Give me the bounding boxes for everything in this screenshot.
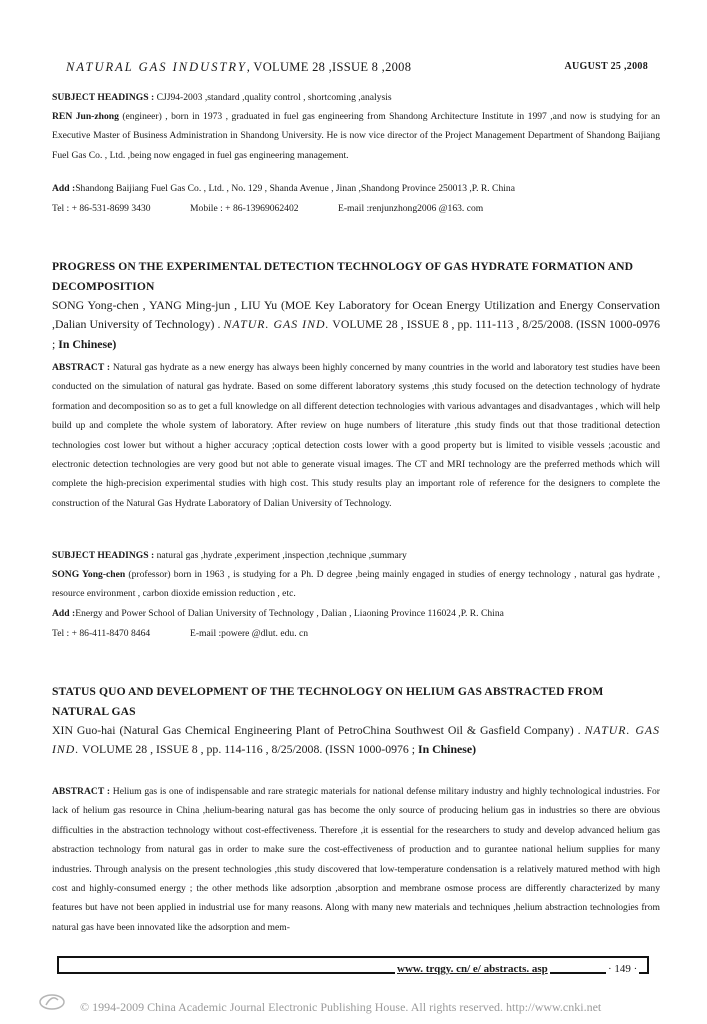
journal-abbr: NATUR. GAS IND. xyxy=(223,317,330,332)
page-number: · 149 · xyxy=(608,963,638,975)
citation: VOLUME 28 , ISSUE 8 , pp. 111-113 , 8/25/2008. (ISSN 1000-0976 ; xyxy=(52,317,660,351)
bio-text: (engineer) , born in 1973 , graduated in fuel gas engineering from Shandong Architecture Institute in 1997 ,and now is studying for an Executive Master of Business Administration in Shandong University. He is now vice director of the Project Management Department of Shandong Baijiang Fuel Gas Co. , Ltd. ,being now engaged in fuel gas engineering management. xyxy=(52,111,661,161)
language: In Chinese) xyxy=(58,336,117,351)
email: E-mail :renjunzhong2006 @163. com xyxy=(338,203,484,214)
add-label: Add : xyxy=(52,608,76,619)
bio-name: SONG Yong-chen xyxy=(52,569,126,580)
abstract-text: Natural gas hydrate as a new energy has always been highly concerned by many countries in the world and laboratory test studies have been conducted on the simulation of natural gas hydrate. Based on some different laboratory systems ,this study focused on the detection technology of hydrate formation and decomposition so as to get a full knowledge on all different detection technologies with various advantages and disadvantages , which will help build up and complete the whole system of laboratory. After review on huge numbers of literature ,this study finds out that those traditional detection technologies cost lower but without a higher accuracy ;optical detection costs lower with a good property but is limited to visible vessels ;acoustic and electronic detection technologies are very good but not able to generate visual images. The CT and MRI technology are the preferred methods which will complete the high-precision experimental studies with high cost. This study results play an important role of reference for the designers to complete the construction of the Natural Gas Hydrate Laboratory of Dalian University of Technology. xyxy=(52,362,660,509)
email: E-mail :powere @dlut. edu. cn xyxy=(190,628,309,639)
abstract-label: ABSTRACT : xyxy=(52,362,111,373)
add-text: Shandong Baijiang Fuel Gas Co. , Ltd. , No. 129 , Shanda Avenue , Jinan ,Shandong Province 250013 ,P. R. China xyxy=(75,183,515,194)
footer-url[interactable]: www. trqgy. cn/ e/ abstracts. asp xyxy=(397,963,548,975)
footer-box xyxy=(57,956,649,974)
running-header xyxy=(66,60,656,75)
article1-abstract xyxy=(52,358,660,513)
issue-date: AUGUST 25 ,2008 xyxy=(564,61,648,72)
article1-title: PROGRESS ON THE EXPERIMENTAL DETECTION TECHNOLOGY OF GAS HYDRATE FORMATION AND DECOMPOSITION xyxy=(52,260,634,293)
authors-text: SONG Yong-chen , YANG Ming-jun , LIU Yu (MOE Key Laboratory for Ocean Energy Utilization and Energy Conservation ,Dalian University of Technology) . xyxy=(52,298,660,332)
add-label: Add : xyxy=(52,183,76,194)
article2-title: STATUS QUO AND DEVELOPMENT OF THE TECHNOLOGY ON HELIUM GAS ABSTRACTED FROM NATURAL GAS xyxy=(52,685,604,718)
cnki-logo-icon xyxy=(38,992,66,1012)
article1-address xyxy=(52,604,660,623)
article2-abstract xyxy=(52,782,660,937)
article1-subject-headings xyxy=(52,546,660,565)
subject-text: natural gas ,hydrate ,experiment ,inspection ,technique ,summary xyxy=(154,550,407,561)
subject-label: SUBJECT HEADINGS : xyxy=(52,550,155,561)
authors-text: XIN Guo-hai (Natural Gas Chemical Engineering Plant of PetroChina Southwest Oil & Gasfield Company) . xyxy=(52,723,585,737)
abstract-label: ABSTRACT : xyxy=(52,786,111,797)
bio-name: REN Jun-zhong xyxy=(52,111,119,122)
article1-author-bio xyxy=(52,565,660,604)
prev-subject-headings xyxy=(52,88,660,107)
prev-address xyxy=(52,179,660,198)
article1-authors xyxy=(52,296,660,354)
journal-name: NATURAL GAS INDUSTRY xyxy=(66,60,247,74)
subject-label: SUBJECT HEADINGS : xyxy=(52,92,155,103)
tel: Tel : + 86-531-8699 3430 xyxy=(52,203,151,214)
mobile: Mobile : + 86-13969062402 xyxy=(190,203,299,214)
abstract-text: Helium gas is one of indispensable and rare strategic materials for national defense military industry and highly technological industries. For lack of helium gas resource in China ,helium-bearing natural gas has become the only source of producing helium gas in industries so there are obvious difficulties in the abstraction technology without cost-effectiveness. Therefore ,it is essential for the researchers to study and develop advanced helium gas abstraction technology from natural gas in order to make sure the cost-effectiveness of production and to gurantee national helium supplies for many industries. Through analysis on the present technologies ,this study discovered that low-temperature condensation is a relatively matured method with high cost and highly-consumed energy ; the other methods like adsorption ,absorption and membrane osmose process are differently characterized by many features but have not been applied in industrial use for many reasons. Along with many new materials and techniques ,helium abstraction technologies from natural gas have been innovated like the adsorption and mem- xyxy=(52,786,660,933)
subject-text: CJJ94-2003 ,standard ,quality control , shortcoming ,analysis xyxy=(154,92,392,103)
article2-authors xyxy=(52,721,660,760)
prev-author-bio xyxy=(52,107,660,165)
bio-text: (professor) born in 1963 , is studying for a Ph. D degree ,being mainly engaged in studies of energy technology , natural gas hydrate , resource environment , carbon dioxide emission reduction , etc. xyxy=(52,569,660,600)
citation: VOLUME 28 , ISSUE 8 , pp. 114-116 , 8/25/2008. (ISSN 1000-0976 ; xyxy=(79,742,418,757)
tel: Tel : + 86-411-8470 8464 xyxy=(52,628,151,639)
volume-text: , VOLUME 28 ,ISSUE 8 ,2008 xyxy=(246,60,412,74)
journal-abbr: NATUR. GAS IND. xyxy=(52,723,661,757)
add-text: Energy and Power School of Dalian University of Technology , Dalian , Liaoning Province 116024 ,P. R. China xyxy=(75,608,504,619)
footer-link[interactable] xyxy=(395,963,550,975)
language: In Chinese) xyxy=(418,742,477,757)
copyright-notice: © 1994-2009 China Academic Journal Electronic Publishing House. All rights reserved. http://www.cnki.net xyxy=(80,1000,602,1014)
